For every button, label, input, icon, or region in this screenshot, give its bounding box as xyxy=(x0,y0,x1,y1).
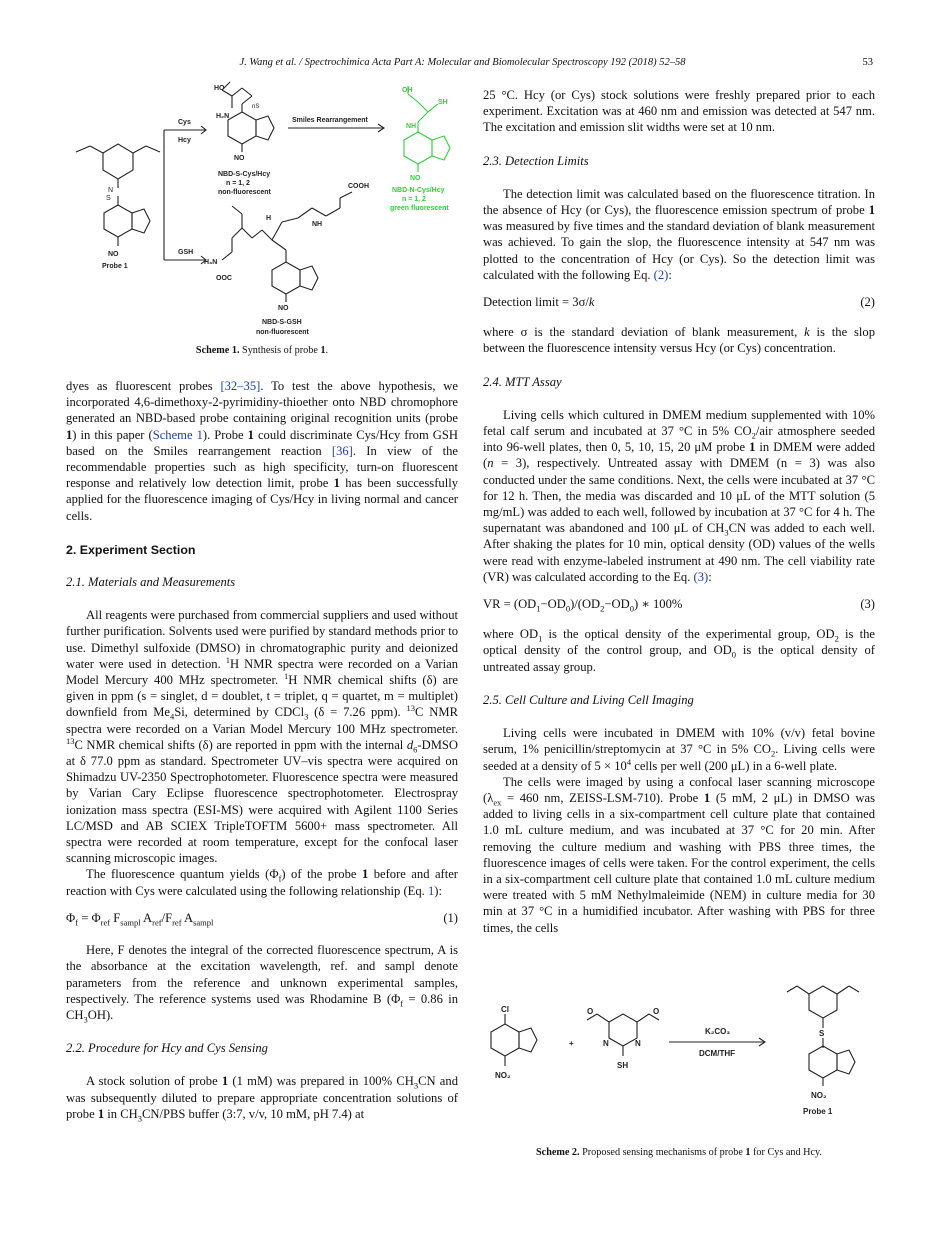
plus-sign: + xyxy=(569,1039,574,1048)
equation-2: Detection limit = 3σ/k (2) xyxy=(483,295,875,310)
section-2-5-heading: 2.5. Cell Culture and Living Cell Imaging xyxy=(483,692,694,707)
ooc-label: OOC xyxy=(216,275,232,282)
green-no2-label: NO xyxy=(410,175,421,182)
equation-1: $\Phi_f = \Phi_{ref}$ $F_{sampl}$ $A_{ref}/F_{ref}$ $A_{sampl}$ (1) xyxy=(66,910,458,928)
probe-s-label: S xyxy=(106,195,111,202)
left-column xyxy=(66,378,458,1122)
probe-1-label: Probe 1 xyxy=(102,263,128,270)
cooh-label: COOH xyxy=(348,183,369,190)
ns-label: nS xyxy=(252,104,260,110)
ref-32-35-link[interactable]: [32–35] xyxy=(220,379,261,393)
journal-citation: J. Wang et al. / Spectrochimica Acta Part A: Molecular and Biomolecular Spectroscopy 192 (2018) 52–58 xyxy=(239,57,686,68)
pyrimidine-n-label: N xyxy=(108,187,114,194)
quantum-yield-paragraph: The fluorescence quantum yields $(\Phi_f)$ of the probe 1 before and after reaction with Cys were calculated using the following relationship (Eq. 1): xyxy=(66,867,459,898)
green-nh-label: NH xyxy=(406,123,417,130)
eq-2-link[interactable]: (2) xyxy=(653,267,669,282)
eq-1-link[interactable]: 1 xyxy=(427,883,435,898)
pyr-o-right-label: O xyxy=(653,1007,660,1016)
pyrimidine-ring xyxy=(103,144,133,179)
h3n-label: H₃N xyxy=(204,259,218,266)
scheme-1-figure xyxy=(66,80,458,338)
nbd-s-gsh-label: NBD-S-GSH xyxy=(262,319,302,326)
scheme-1-caption: Scheme 1. Synthesis of probe 1. xyxy=(195,345,329,356)
reference-system-paragraph: Here, F denotes the integral of the corrected fluorescence spectrum, A is the absorbance at the excitation wavelength, ref. and sampl denote parameters from the reference and unknown experimental samples, respectively. The reference systems used was Rhodamine B ($\Phi_f = 0.86$ in $CH_3OH$). xyxy=(66,943,459,1025)
gsh-label: GSH xyxy=(178,249,194,256)
nbd-s-cys-label: NBD-S-Cys/Hcy xyxy=(218,171,271,178)
nbd-gsh-no2-label: NO xyxy=(278,305,289,312)
equation-1-number: (1) xyxy=(443,910,458,925)
scheme-2-probe-1-label: Probe 1 xyxy=(803,1107,833,1116)
probe-no2-label: NO xyxy=(108,251,119,258)
materials-paragraph: All reagents were purchased from commercial suppliers and used without further purification. Solvents used were purified by standard methods prior to use. Dimethyl sulfoxide (DMSO) in chromatographic purity and deionized water were used in detection. $^1$H NMR spectra were recorded on a Varian Model Mercury 400 MHz spectrometer. $^1$H NMR chemical shifts (δ) are given in ppm (s = singlet, d = doublet, t = triplet, q = quartet, m = multiplet) downfield from $Me_4Si$, determined by CDCl$_3$ (δ = 7.26 ppm). $^{13}$C NMR spectra were recorded on a Varian Model Mercury 100 MHz spectrometer. $^{13}$C NMR chemical shifts (δ) are reported in ppm with the internal $d_6$-DMSO at δ 77.0 ppm as standard. Spectrometer UV–vis spectra were acquired on Shimadzu UV-2350 Spectrophotometer. Fluorescence spectra were measured by Varian Cary Eclipse fluorescence spectrophotometer. Electrospray ionization mass spectra (ESI-MS) were acquired with Agilent 1100 Series LC/MSD and AB SCIEX TripleTOFTM 5600+ mass spectrometer. All spectra were recorded at room temperature, except for the confocal laser scanning microscopic images. xyxy=(66,608,458,866)
section-2-1-heading: 2.1. Materials and Measurements xyxy=(66,575,236,590)
ref-36-link[interactable]: [36] xyxy=(331,443,353,458)
ho-label: HO xyxy=(214,85,225,92)
equation-3: VR = $(OD_1-OD_0)/(OD_2-OD_0)$ ∗ 100% (3) xyxy=(483,597,875,614)
scheme-2-caption: Scheme 2. Proposed sensing mechanisms of probe 1 for Cys and Hcy. xyxy=(536,1147,822,1158)
k2co3-label: K₂CO₃ xyxy=(705,1027,731,1036)
running-header xyxy=(0,57,925,71)
cell-culture-paragraph: Living cells were incubated in DMEM with 10% (v/v) fetal bovine serum, 1% penicillin/streptomycin at 37 °C in 5% $CO_2$. Living cells were seeded at a density of $5 \times 10^4$ cells per well (200 μL) in a 6-well plate. xyxy=(483,726,875,773)
scheme-2-caption-label: Scheme 2. xyxy=(536,1147,580,1158)
green-oh-label: OH xyxy=(402,87,413,94)
od-definition-paragraph: where $OD_1$ is the optical density of the experimental group, $OD_2$ is the optical density of the control group, and $OD_0$ is the optical density of untreated assay group. xyxy=(483,627,876,674)
nbd-gsh-nonfluorescent-label: non-fluorescent xyxy=(256,329,309,336)
imaging-paragraph: The cells were imaged by using a confocal laser scanning microscope ($\lambda_{ex} = 460$ nm, ZEISS-LSM-710). Probe 1 (5 mM, 2 μL) in DMSO was added to living cells in a six-compartment cell culture plate that contained 1.0 mL culture medium, and was incubated at 37 °C for 20 min. After removing the culture medium and washing with PBS three times, the fluorescence images of cells were taken. For the control experiment, the cells in a six-compartment cell culture plate that contained 1.0 mL culture medium were treated with 5 mM Nethylmaleimide (NEM) in culture media for 30 min at 37 °C in a humidified incubator. After washing with PBS for three times, the cells xyxy=(483,774,875,935)
product-no2-label: NO₂ xyxy=(811,1091,827,1100)
equation-3-number: (3) xyxy=(860,597,875,612)
detection-limit-paragraph: The detection limit was calculated based on the fluorescence titration. In the absence of Hcy (or Cys), the fluorescence emission spectrum of probe 1 was measured by five times and the standard deviation of blank measurement was achieved. To gain the slop, the fluorescence intensity at 547 nm was plotted to the concentration of Hcy (or Cys). So the detection limit was calculated with the following Eq. (2): xyxy=(483,186,875,282)
sh-label: SH xyxy=(617,1061,629,1070)
right-column xyxy=(483,87,875,936)
mtt-paragraph: Living cells which cultured in DMEM medium supplemented with 10% fetal calf serum and incubated at 37 °C in 5% $CO_2$/air atmosphere seeded into 96-well plates, then 0, 5, 10, 15, 20 μM probe 1 in DMEM were added (n = 3), respectively. Untreated assay with DMEM (n = 3) was also conducted under the same conditions. Next, the cells were incubated at 37 °C for 12 h. Then, the media was discarded and 10 μL of the MTT solution (5 mg/mL) was added to each well, followed by incubation at 37 °C for 4 h. The supernatant was abandoned and 100 μL of $CH_3CN$ was added to each well. After shaking the plates for 10 min, optical density (OD) values of the wells were read with enzyme-labeled instrument at 490 nm. The cell viability rate (VR) was calculated according to the Eq. (3): xyxy=(483,407,875,584)
page-number: 53 xyxy=(862,57,873,68)
procedure-paragraph: A stock solution of probe 1 (1 mM) was prepared in 100% $CH_3CN$ and was subsequently diluted to prepare appropriate concentration solutions of probe 1 in $CH_3CN$/PBS buffer (3:7, v/v, 10 mM, pH 7.4) at xyxy=(66,1074,458,1124)
product-s-label: S xyxy=(819,1029,825,1038)
section-2-heading: 2. Experiment Section xyxy=(66,542,196,557)
nh-label: NH xyxy=(312,221,323,228)
nbd-s-no2-label: NO xyxy=(234,155,245,162)
equation-2-number: (2) xyxy=(860,295,875,310)
nbd-n-cys-label: NBD-N-Cys/Hcy xyxy=(392,187,445,194)
eq-3-link[interactable]: (3) xyxy=(693,569,709,584)
green-fluorescent-label: green fluorescent xyxy=(390,205,449,212)
pyr-o-left-label: O xyxy=(587,1007,594,1016)
scheme-2-drawing xyxy=(483,982,875,1132)
section-2-3-heading: 2.3. Detection Limits xyxy=(483,153,589,168)
procedure-continued-paragraph: 25 °C. Hcy (or Cys) stock solutions were freshly prepared prior to each experiment. Excitation was at 460 nm and emission was detected at 547 nm. The excitation and emission slit widths were set at 10 nm. xyxy=(483,88,875,135)
scheme-2-figure xyxy=(483,982,875,1132)
section-2-4-heading: 2.4. MTT Assay xyxy=(483,374,562,389)
hcy-label: Hcy xyxy=(178,137,191,144)
pyr-n-left-label: N xyxy=(603,1039,609,1048)
smiles-rearrangement-label: Smiles Rearrangement xyxy=(292,117,368,124)
intro-paragraph: dyes as fluorescent probes [32–35]. To test the above hypothesis, we incorporated 4,6-dimethoxy-2-pyrimidiny-thioether onto NBD chromophore generated an NBD-based probe containing original recognition units (probe 1) in this paper (Scheme 1). Probe 1 could discriminate Cys/Hcy from GSH based on the Smiles rearrangement reaction [36]. In view of the recommendable properties such as high specificity, turn-on fluorescent response and relatively low detection limit, probe 1 has been successfully applied for the fluorescence imaging of Cys/Hcy in living normal and cancer cells. xyxy=(66,379,458,523)
nbd-n-n-label: n = 1, 2 xyxy=(402,196,426,203)
cys-label: Cys xyxy=(178,119,191,126)
gsh-h-label: H xyxy=(266,215,272,222)
cl-label: Cl xyxy=(501,1005,509,1014)
h2n-label: H₂N xyxy=(216,113,230,120)
nbd-s-n-label: n = 1, 2 xyxy=(226,180,250,187)
sigma-definition-paragraph: where σ is the standard deviation of blank measurement, k is the slop between the fluorescence intensity versus Hcy (or Cys) concentration. xyxy=(483,325,875,356)
dcm-thf-label: DCM/THF xyxy=(699,1049,735,1058)
scheme-1-caption-label: Scheme 1. xyxy=(195,345,240,356)
nbd-s-nonfluorescent-label: non-fluorescent xyxy=(218,189,271,196)
green-sh-label: SH xyxy=(438,99,448,106)
pyr-n-right-label: N xyxy=(635,1039,641,1048)
section-2-2-heading: 2.2. Procedure for Hcy and Cys Sensing xyxy=(66,1041,268,1056)
scheme-1-drawing xyxy=(66,80,458,338)
reactant-no2-label: NO₂ xyxy=(495,1071,511,1080)
scheme-1-link[interactable]: Scheme 1 xyxy=(152,427,203,442)
